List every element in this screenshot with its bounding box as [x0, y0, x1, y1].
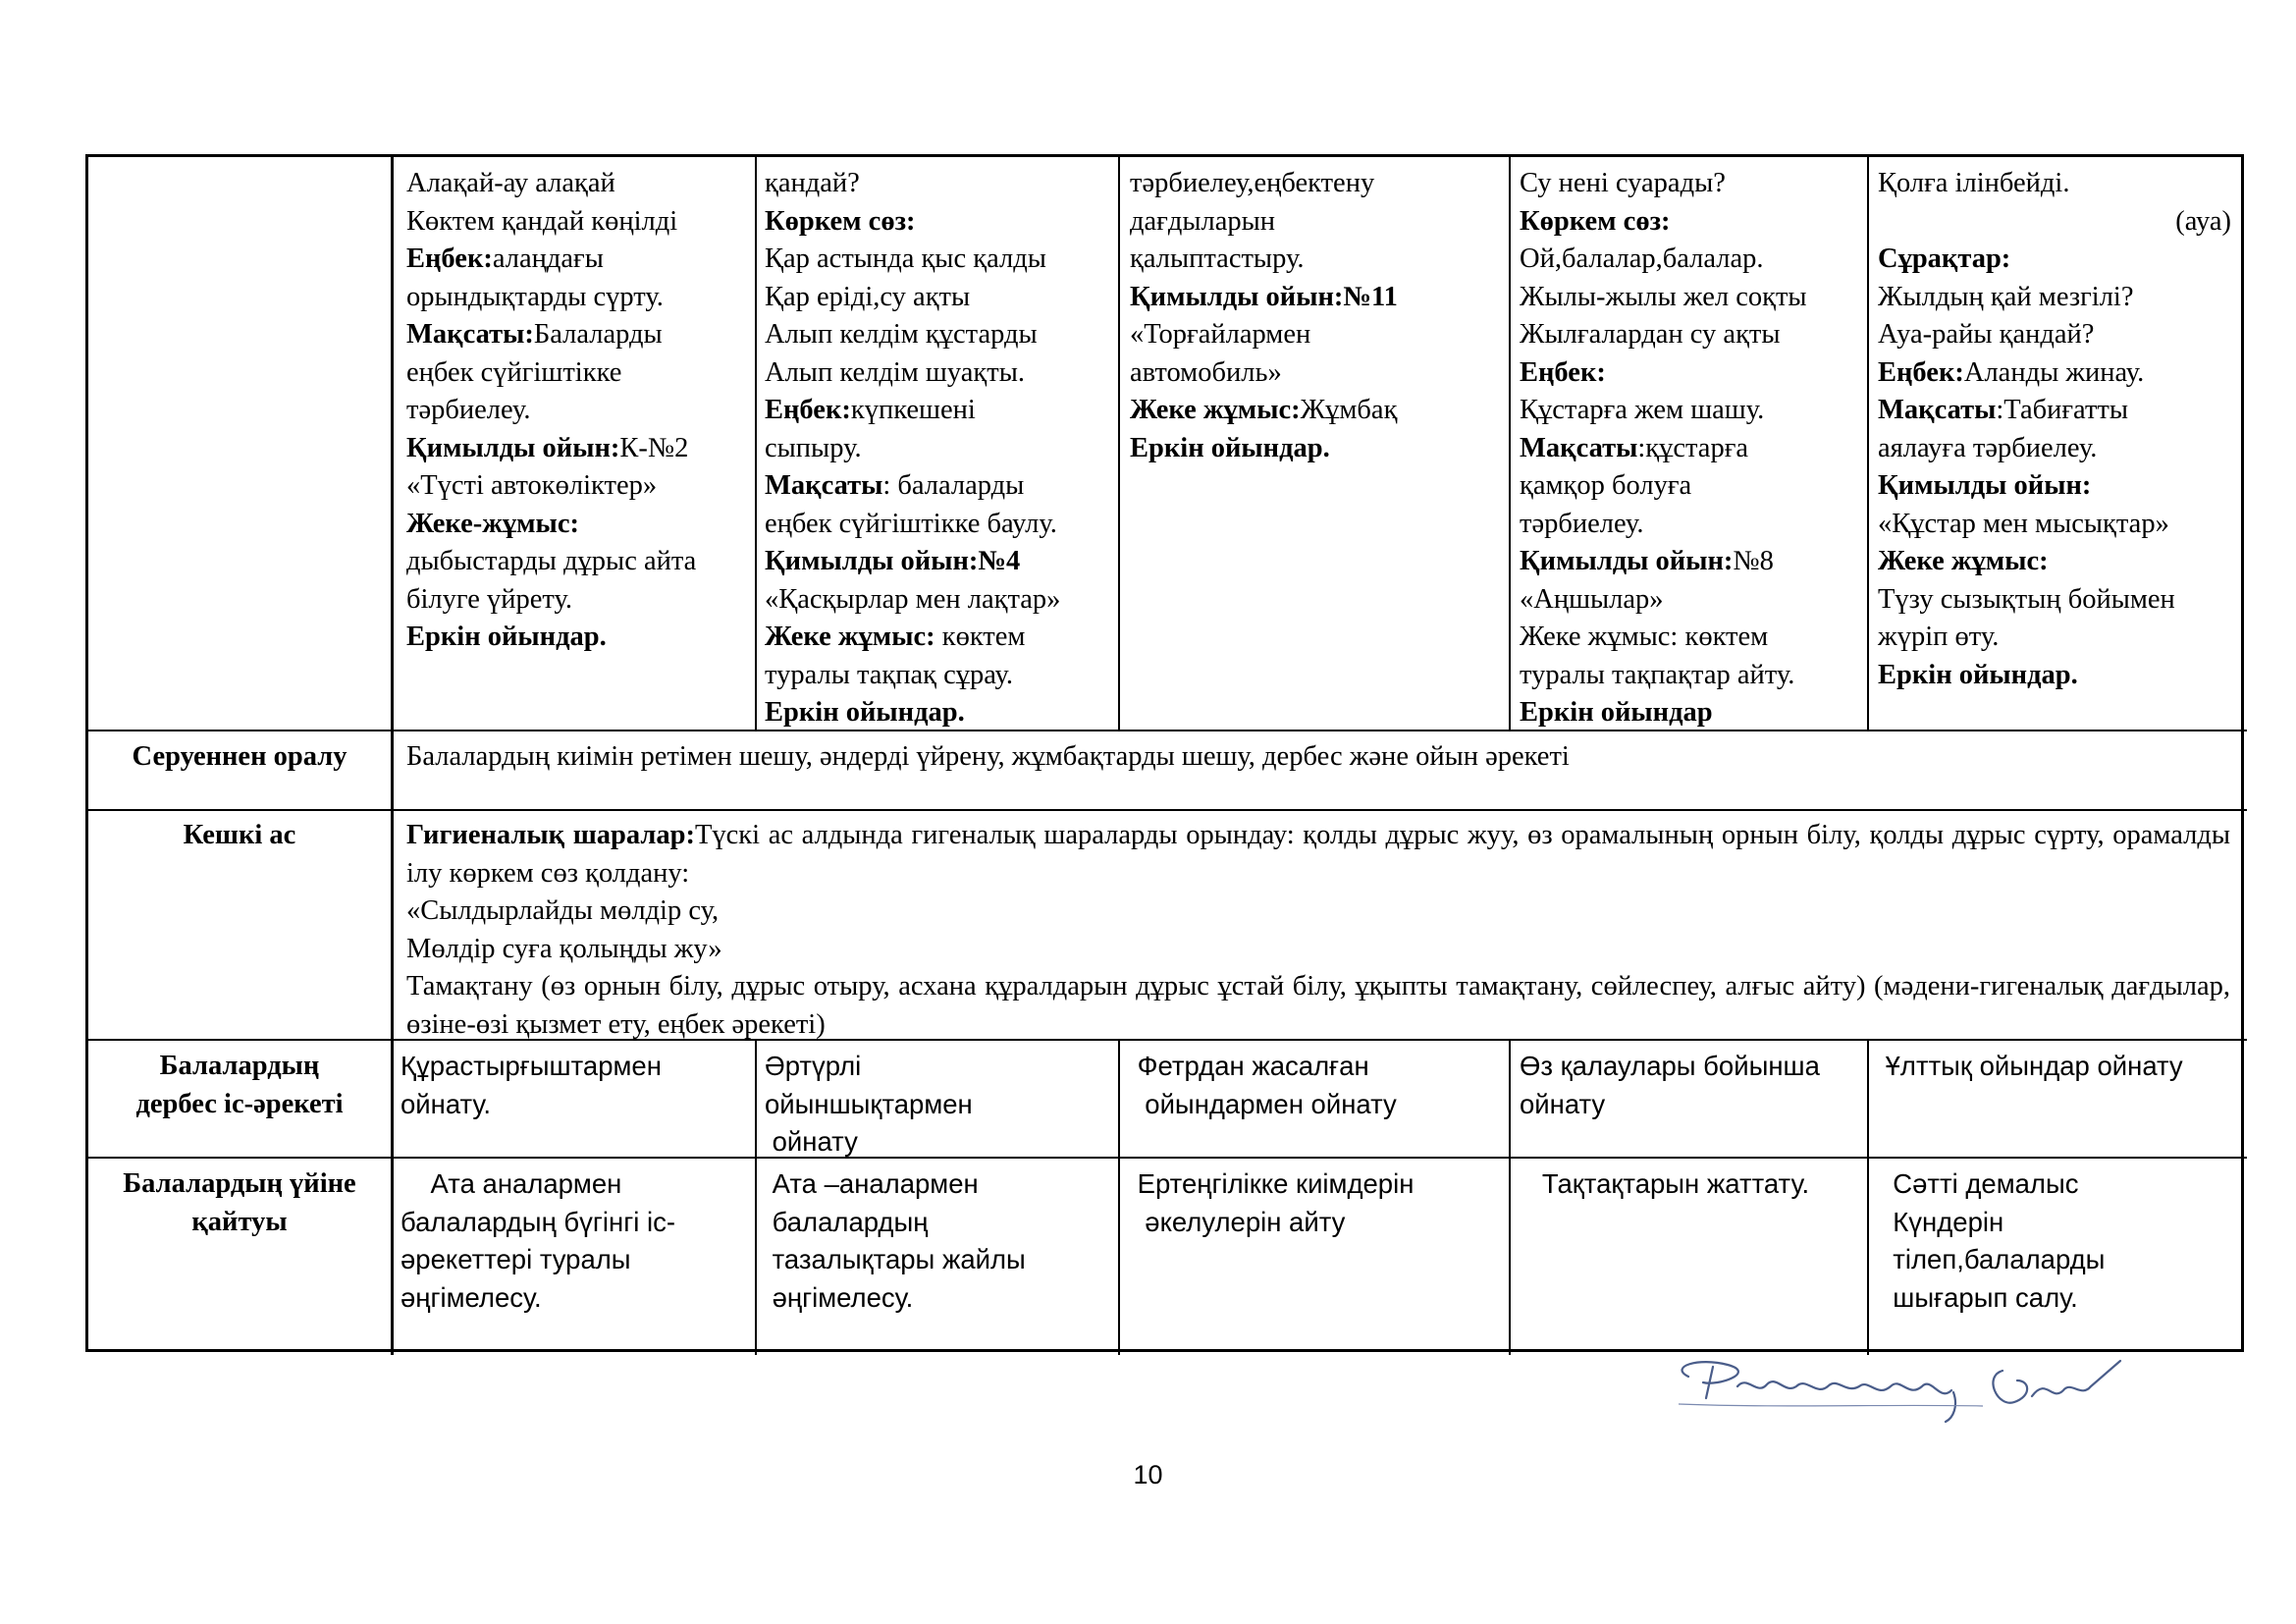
line-label: Мақсаты	[1520, 432, 1638, 463]
line-label: Еркін ойындар.	[1130, 432, 1330, 463]
line-text: Түзу сызықтың бойымен	[1878, 583, 2175, 615]
line-text: «Торғайлармен	[1130, 319, 1311, 350]
plan-table	[85, 154, 2244, 1352]
hygiene-text: Түскі ас алдында гигеналық шараларды орындау: қолды дұрыс жуу, өз орамалының орнын білу, қолды дұрыс сүрту, орамалды ілу көркем сөз қолдану:	[406, 820, 2230, 889]
cell-line	[406, 279, 752, 317]
cell-line	[765, 581, 1116, 620]
going-home-col-2	[765, 1165, 1116, 1317]
poem-line-2: Мөлдір суға қолыңды жу»	[406, 933, 722, 964]
line-text: туралы тақпақтар айту.	[1520, 659, 1795, 690]
cell-line: әңгімелесу.	[765, 1281, 914, 1313]
line-text: Жеке жұмыс: көктем	[1520, 622, 1769, 652]
line-text: қандай?	[765, 168, 860, 198]
cell-line: Өз қалаулары бойынша	[1520, 1051, 1820, 1081]
cell-line: балалардың бүгінгі іс-	[400, 1206, 676, 1237]
cell-line	[765, 543, 1116, 581]
line-text: автомобиль»	[1130, 356, 1282, 388]
line-text: сыпыру.	[765, 432, 862, 463]
line-label: Жеке жұмыс:	[1878, 546, 2049, 576]
cell-line	[406, 392, 752, 430]
cell-line: Әртүрлі	[765, 1051, 862, 1081]
cell-line: ойындармен ойнату	[1130, 1088, 1397, 1119]
line-text: Жылы-жылы жел соқты	[1520, 281, 1807, 312]
line-text: :Табиғатты	[1996, 395, 2129, 425]
cell-line: Тақтақтарын жаттату.	[1520, 1168, 1810, 1199]
cell-line: әңгімелесу.	[400, 1281, 542, 1313]
cell-line	[406, 430, 752, 468]
line-text: қалыптастыру.	[1130, 244, 1305, 274]
cell-line	[765, 203, 1116, 242]
cell-line: балалардың	[765, 1206, 929, 1237]
line-text: Қолға ілінбейді.	[1878, 168, 2070, 198]
cell-line	[406, 543, 752, 581]
going-home-col-1	[400, 1165, 752, 1317]
col-divider	[1867, 157, 1869, 731]
line-text: күпкешені	[850, 395, 976, 425]
line-text: Ауа-райы қандай?	[1878, 319, 2095, 350]
cell-line	[1520, 430, 1865, 468]
header-line: Балалардың үйіне	[123, 1168, 356, 1199]
line-text: «Түсті автокөліктер»	[406, 470, 658, 501]
cell-line	[1878, 581, 2231, 620]
independent-col-3	[1130, 1048, 1507, 1123]
cell-line	[1130, 430, 1507, 468]
cell-line	[765, 430, 1116, 468]
line-label: Еркін ойындар.	[406, 622, 607, 652]
cell-line	[1130, 279, 1507, 317]
cell-line: ойыншықтармен	[765, 1088, 973, 1119]
col-divider	[391, 157, 394, 1355]
row-divider	[88, 809, 2247, 811]
return-walk-text: Балалардың киімін ретімен шешу, әндерді үйрену, жұмбақтарды шешу, дербес және ойын әрекеті	[406, 741, 1570, 772]
cell-line: ойнату	[1520, 1088, 1606, 1119]
cell-line: ойнату	[765, 1126, 858, 1157]
cell-line	[1520, 581, 1865, 620]
line-label: Көркем сөз:	[765, 205, 916, 237]
going-home-col-3	[1130, 1165, 1507, 1241]
line-text: Ой,балалар,балалар.	[1520, 244, 1764, 274]
cell-line	[1878, 619, 2231, 657]
line-label: Еркін ойындар	[1520, 697, 1713, 728]
col-divider	[1509, 157, 1511, 731]
line-label: Қимылды ойын:	[1878, 470, 2092, 501]
cell-line	[1878, 543, 2231, 581]
col-divider	[755, 1040, 757, 1355]
cell-line	[406, 619, 752, 657]
line-label: Қимылды ойын:№11	[1130, 281, 1398, 312]
hygiene-paragraph	[406, 817, 2230, 893]
cell-line	[406, 165, 752, 203]
line-label: Көркем сөз:	[1520, 205, 1671, 237]
line-text: еңбек сүйгіштікке баулу.	[765, 508, 1057, 539]
col-divider	[1509, 1040, 1511, 1355]
cell-line	[765, 354, 1116, 393]
cell-line	[1520, 694, 1865, 732]
cell-line	[765, 165, 1116, 203]
line-text: Жылғалардан су ақты	[1520, 319, 1781, 350]
cell-line: Құрастырғыштармен	[400, 1051, 662, 1081]
line-label: Еңбек:	[406, 244, 493, 274]
cell-line: Күндерін	[1878, 1206, 2004, 1237]
line-text: Құстарға жем шашу.	[1520, 395, 1765, 425]
going-home-col-4	[1520, 1165, 1865, 1204]
line-text: дыбыстарды дұрыс айта	[406, 546, 697, 576]
cell-line: әрекеттері туралы	[400, 1244, 631, 1274]
independent-col-2	[765, 1048, 1116, 1162]
line-text: Алып келдім құстарды	[765, 319, 1038, 350]
line-label: Сұрақтар:	[1878, 244, 2011, 274]
cell-line: Ата –аналармен	[765, 1168, 979, 1199]
cell-line	[1878, 506, 2231, 544]
cell-line: Ата аналармен	[400, 1168, 622, 1199]
meal-text: Тамақтану (өз орнын білу, дұрыс отыру, асхана құралдарын дұрыс ұстай білу, ұқыпты тамақтану, сөйлеспеу, алғыс айту) (мәдени-гигеналық дағдылар, өзіне-өзі қызмет ету, еңбек әрекеті)	[406, 971, 2230, 1040]
cell-line	[1520, 165, 1865, 203]
cell-line	[406, 316, 752, 354]
cell-line	[1878, 203, 2231, 242]
row-header-going-home	[88, 1165, 391, 1241]
cell-line	[765, 506, 1116, 544]
cell-line	[1130, 165, 1507, 203]
cell-line	[1130, 316, 1507, 354]
line-text: Су нені суарады?	[1520, 168, 1726, 198]
cell-line	[1520, 543, 1865, 581]
cell-line	[765, 392, 1116, 430]
line-text: Жылдың қай мезгілі?	[1878, 281, 2134, 312]
independent-col-5	[1878, 1048, 2241, 1086]
header-line: дербес іс-әрекеті	[135, 1088, 344, 1119]
cell-line: Ертеңгілікке киімдерін	[1130, 1168, 1415, 1199]
top-col-2	[765, 165, 1116, 732]
cell-line: тілеп,балаларды	[1878, 1244, 2106, 1274]
line-text: жүріп өту.	[1878, 622, 2000, 652]
line-text: Алақай-ау алақай	[406, 168, 615, 198]
row-divider	[88, 730, 2247, 731]
cell-line	[1878, 392, 2231, 430]
cell-line	[406, 506, 752, 544]
col-divider	[755, 157, 757, 731]
row-header-return-walk: Серуеннен оралу	[132, 741, 347, 772]
line-text: туралы тақпақ сұрау.	[765, 659, 1014, 690]
line-label: Қимылды ойын:	[1520, 546, 1734, 576]
cell-line	[1520, 316, 1865, 354]
line-text: Алып келдім шуақты.	[765, 356, 1025, 388]
cell-line	[1520, 467, 1865, 506]
line-text: тәрбиелеу,еңбектену	[1130, 168, 1375, 198]
independent-col-1	[400, 1048, 752, 1123]
header-line: Балалардың	[159, 1051, 320, 1081]
cell-line	[406, 241, 752, 279]
poem-line-1: «Сылдырлайды мөлдір су,	[406, 895, 720, 926]
cell-line: әкелулерін айту	[1130, 1206, 1346, 1237]
line-label: Қимылды ойын:	[406, 432, 620, 463]
line-text: : балаларды	[882, 470, 1025, 501]
cell-line	[1878, 430, 2231, 468]
line-text: дағдыларын	[1130, 205, 1276, 237]
cell-line	[765, 316, 1116, 354]
cell-line	[1520, 203, 1865, 242]
row-header-independent	[88, 1048, 391, 1123]
line-text: Аланды жинау.	[1963, 356, 2145, 388]
top-col-1	[406, 165, 752, 657]
line-label: Жеке-жұмыс:	[406, 508, 579, 539]
cell-line	[1878, 165, 2231, 203]
cell-line: Фетрдан жасалған	[1130, 1051, 1369, 1081]
line-text: қамқор болуға	[1520, 470, 1692, 501]
col-divider	[1867, 1040, 1869, 1355]
cell-line	[765, 467, 1116, 506]
line-text: тәрбиелеу.	[406, 395, 531, 425]
line-text: №8	[1733, 546, 1774, 576]
line-text: :құстарға	[1637, 432, 1749, 463]
hygiene-label: Гигиеналық шаралар:	[406, 820, 695, 850]
top-col-3	[1130, 165, 1507, 467]
independent-col-4	[1520, 1048, 1865, 1123]
cell-line	[1520, 619, 1865, 657]
cell-line	[1878, 354, 2231, 393]
line-label: Жеке жұмыс:	[1130, 395, 1301, 425]
line-text: аялауға тәрбиелеу.	[1878, 432, 2098, 463]
header-line: қайтуы	[191, 1206, 288, 1237]
line-text: көктем	[934, 622, 1026, 652]
col-divider	[1118, 1040, 1120, 1355]
cell-line	[1878, 241, 2231, 279]
signature	[1659, 1347, 2169, 1426]
cell-line	[1130, 392, 1507, 430]
cell-line	[1878, 467, 2231, 506]
top-col-4	[1520, 165, 1865, 732]
cell-line	[765, 657, 1116, 695]
cell-line	[1130, 241, 1507, 279]
line-text: тәрбиелеу.	[1520, 508, 1644, 539]
line-text: К-№2	[619, 432, 689, 463]
line-label: Мақсаты	[765, 470, 883, 501]
cell-line: ойнату.	[400, 1088, 492, 1119]
cell-line	[1520, 241, 1865, 279]
line-label: Қимылды ойын:№4	[765, 546, 1021, 576]
line-label: Еңбек:	[1878, 356, 1964, 388]
line-text: «Аңшылар»	[1520, 583, 1664, 615]
cell-line	[1520, 392, 1865, 430]
line-text: алаңдағы	[492, 244, 604, 274]
cell-line: шығарып салу.	[1878, 1281, 2078, 1313]
page-number: 10	[1133, 1460, 1163, 1489]
cell-line: тазалықтары жайлы	[765, 1244, 1026, 1274]
line-text: Қар еріді,су ақты	[765, 281, 971, 312]
line-text: білуге үйрету.	[406, 583, 572, 615]
cell-line	[1130, 354, 1507, 393]
line-text: Қар астында қыс қалды	[765, 244, 1046, 274]
line-text: еңбек сүйгіштікке	[406, 356, 622, 388]
line-label: Жеке жұмыс:	[765, 622, 935, 652]
line-text: «Қасқырлар мен лақтар»	[765, 583, 1061, 615]
row-header-dinner: Кешкі ас	[183, 820, 296, 850]
cell-line	[1520, 657, 1865, 695]
cell-line	[1520, 506, 1865, 544]
row-divider	[88, 1157, 2247, 1159]
line-text: «Құстар мен мысықтар»	[1878, 508, 2169, 539]
cell-line	[765, 279, 1116, 317]
going-home-col-5	[1878, 1165, 2241, 1317]
cell-line	[406, 354, 752, 393]
cell-line	[406, 467, 752, 506]
line-label: Еркін ойындар.	[765, 697, 965, 728]
cell-line	[1878, 316, 2231, 354]
cell-line: Ұлттық ойындар ойнату	[1878, 1051, 2183, 1081]
top-col-5	[1878, 165, 2231, 694]
cell-line: Сәтті демалыс	[1878, 1168, 2079, 1199]
line-text: Жұмбақ	[1300, 395, 1398, 425]
line-label: Мақсаты	[1878, 395, 1997, 425]
line-text: (ауа)	[2175, 205, 2231, 237]
col-divider	[1118, 157, 1120, 731]
line-text: Көктем қандай көңілді	[406, 205, 678, 237]
cell-line	[765, 694, 1116, 732]
cell-line	[765, 619, 1116, 657]
cell-line	[1130, 203, 1507, 242]
cell-line	[1878, 657, 2231, 695]
line-text: орындықтарды сүрту.	[406, 281, 664, 312]
dinner-content	[406, 817, 2230, 1044]
line-text: Балаларды	[533, 319, 663, 350]
line-label: Еркін ойындар.	[1878, 659, 2078, 690]
cell-line	[765, 241, 1116, 279]
cell-line	[1878, 279, 2231, 317]
line-label: Еңбек:	[1520, 356, 1606, 388]
line-label: Мақсаты:	[406, 319, 534, 350]
cell-line	[1520, 279, 1865, 317]
cell-line	[406, 581, 752, 620]
cell-line	[1520, 354, 1865, 393]
cell-line	[406, 203, 752, 242]
line-label: Еңбек:	[765, 395, 851, 425]
